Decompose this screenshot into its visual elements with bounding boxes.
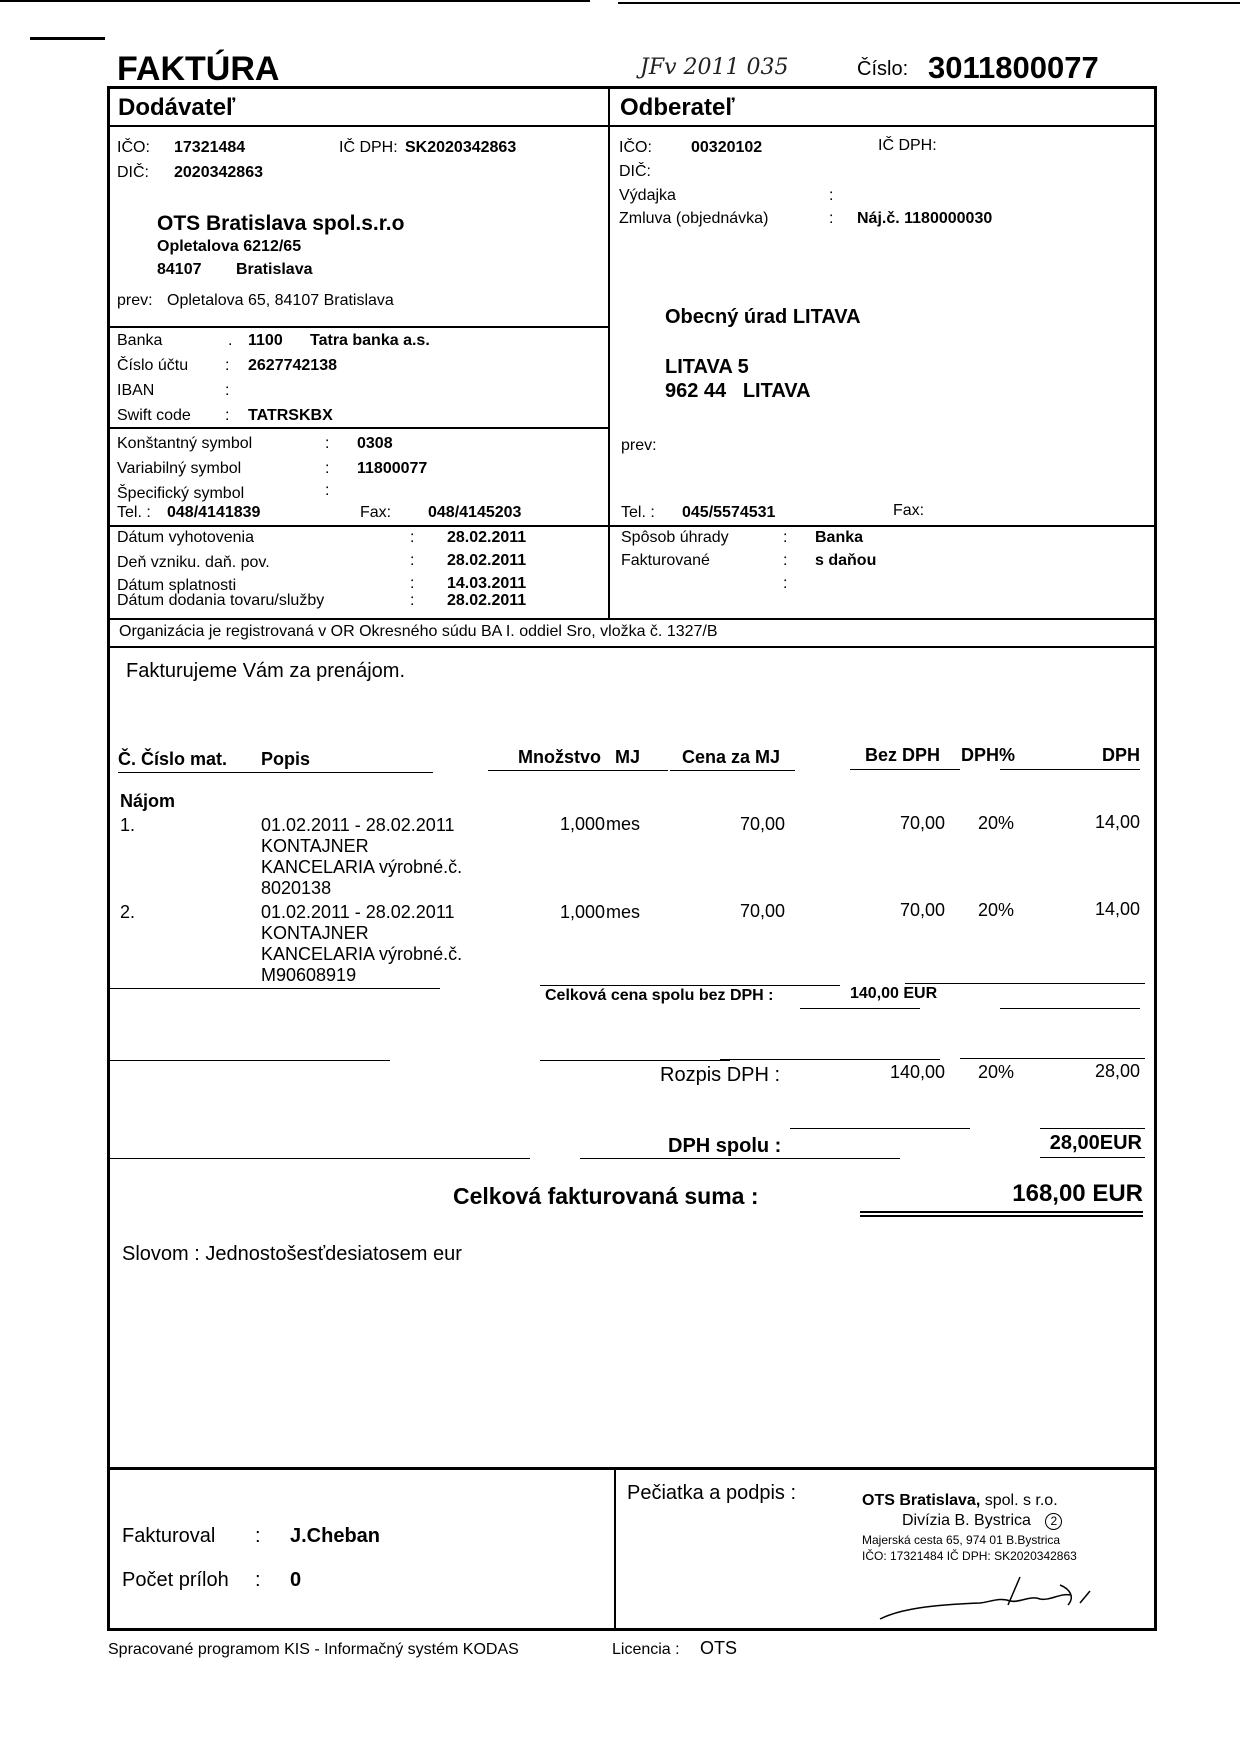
double-rule bbox=[860, 1215, 1143, 1217]
row-net: 70,00 bbox=[899, 813, 945, 833]
row-vat-pct: 20% bbox=[978, 900, 1015, 920]
rule bbox=[1040, 1128, 1145, 1129]
customer-name: Obecný úrad LITAVA bbox=[665, 306, 861, 328]
rule bbox=[1040, 1157, 1145, 1158]
swift-label: Swift code bbox=[117, 407, 191, 424]
divider bbox=[107, 427, 609, 429]
header-underline bbox=[1000, 769, 1140, 770]
attachments-label: Počet príloh bbox=[122, 1569, 229, 1591]
supplier-street: Opletalova 6212/65 bbox=[157, 238, 302, 255]
supplier-prev-address: Opletalova 65, 84107 Bratislava bbox=[167, 292, 394, 309]
supplier-zip: 84107 bbox=[157, 261, 202, 278]
amount-in-words: Slovom : Jednostošesťdesiatosem eur bbox=[122, 1243, 462, 1265]
column-divider bbox=[608, 86, 610, 620]
rule bbox=[110, 1158, 530, 1159]
customer-tel: 045/5574531 bbox=[682, 504, 776, 521]
rule bbox=[110, 988, 440, 989]
col-header-net: Bez DPH bbox=[865, 745, 941, 765]
issued-by: J.Cheban bbox=[290, 1525, 381, 1547]
supplier-fax: 048/4145203 bbox=[428, 504, 522, 521]
account-number: 2627742138 bbox=[248, 357, 337, 374]
stamp-signature-label: Pečiatka a podpis : bbox=[627, 1482, 796, 1504]
grand-total: 168,00 EUR bbox=[1012, 1180, 1143, 1207]
supplier-city: Bratislava bbox=[236, 261, 313, 278]
row-unit: mes bbox=[606, 814, 641, 834]
divider bbox=[107, 125, 1157, 127]
customer-zip-city: 962 44 LITAVA bbox=[665, 380, 811, 402]
scan-mark bbox=[30, 37, 105, 40]
issued-by-label: Fakturoval bbox=[122, 1525, 216, 1547]
header-underline bbox=[488, 770, 668, 771]
rule bbox=[905, 983, 1145, 984]
column-divider bbox=[614, 1467, 616, 1631]
supplier-heading: Dodávateľ bbox=[118, 94, 236, 121]
net-total-label: Celková cena spolu bez DPH : bbox=[545, 987, 774, 1004]
row-vat-pct: 20% bbox=[978, 813, 1015, 833]
tax-date-label: Deň vzniku. daň. pov. bbox=[117, 554, 270, 571]
account-label: Číslo účtu bbox=[117, 357, 189, 374]
row-vat: 14,00 bbox=[1094, 899, 1140, 919]
spec-symbol-label: Špecifický symbol bbox=[117, 485, 245, 502]
license-label: Licencia : bbox=[612, 1641, 680, 1658]
circled-number-badge: 2 bbox=[1045, 1513, 1062, 1530]
vat-breakdown-base: 140,00 bbox=[889, 1062, 945, 1082]
divider bbox=[107, 525, 1157, 527]
due-date-label: Dátum splatnosti bbox=[117, 577, 237, 594]
issued-date: 28.02.2011 bbox=[447, 529, 527, 546]
customer-dic-label: DIČ: bbox=[619, 163, 651, 180]
supplier-tel-label: Tel. : bbox=[117, 504, 151, 521]
header-underline bbox=[850, 769, 960, 770]
row-unit: mes bbox=[606, 902, 641, 922]
invoice-number: 3011800077 bbox=[928, 50, 1099, 85]
intro-text: Fakturujeme Vám za prenájom. bbox=[126, 660, 406, 682]
handwritten-reference: JFv 2011 035 bbox=[640, 55, 789, 80]
document-title: FAKTÚRA bbox=[117, 50, 280, 88]
payment-method: Banka bbox=[815, 529, 864, 546]
rule bbox=[800, 1008, 920, 1009]
customer-fax-label: Fax: bbox=[893, 502, 925, 519]
row-quantity: 1,000 bbox=[560, 814, 606, 834]
col-header-vat-pct: DPH% bbox=[961, 745, 1016, 765]
iban-label: IBAN bbox=[117, 382, 155, 399]
row-description: 01.02.2011 - 28.02.2011 KONTAJNER KANCELARIA výrobné.č. M90608919 bbox=[261, 902, 463, 985]
rule bbox=[790, 1128, 970, 1129]
vydajka-label: Výdajka bbox=[619, 187, 676, 204]
attachments-count: 0 bbox=[290, 1569, 302, 1591]
supplier-tel: 048/4141839 bbox=[167, 504, 261, 521]
vat-breakdown-label: Rozpis DPH : bbox=[660, 1064, 781, 1086]
supplier-name: OTS Bratislava spol.s.r.o bbox=[157, 212, 405, 235]
rule bbox=[960, 1058, 1145, 1059]
const-symbol-label: Konštantný symbol bbox=[117, 435, 253, 452]
customer-tel-label: Tel. : bbox=[621, 504, 655, 521]
row-net: 70,00 bbox=[899, 900, 945, 920]
registration-note: Organizácia je registrovaná v OR Okresného súdu BA I. oddiel Sro, vložka č. 1327/B bbox=[119, 623, 718, 640]
rule bbox=[540, 1060, 730, 1061]
col-header-unit: MJ bbox=[615, 747, 641, 767]
customer-heading: Odberateľ bbox=[620, 94, 735, 121]
contract-label: Zmluva (objednávka) bbox=[619, 210, 769, 227]
scan-edge-line bbox=[618, 2, 1240, 4]
grand-total-label: Celková fakturovaná suma : bbox=[453, 1183, 759, 1209]
col-header-description: Popis bbox=[261, 749, 311, 769]
header-underline bbox=[118, 772, 433, 773]
col-header-vat: DPH bbox=[1102, 745, 1141, 765]
billed-value: s daňou bbox=[815, 552, 877, 569]
rule bbox=[580, 1158, 900, 1159]
company-stamp: OTS Bratislava, spol. s r.o. Divízia B. Bystrica 2 Majerská cesta 65, 974 01 B.Bystrica IČO: 17321484 IČ DPH: SK2020342863 bbox=[862, 1492, 1077, 1563]
customer-ico-label: IČO: bbox=[619, 139, 652, 156]
supplier-ico: 17321484 bbox=[174, 139, 246, 156]
vat-total: 28,00EUR bbox=[1049, 1132, 1142, 1154]
bank-label: Banka bbox=[117, 332, 163, 349]
customer-icdph-label: IČ DPH: bbox=[878, 137, 937, 154]
row-number: 1. bbox=[120, 815, 136, 835]
rule bbox=[110, 1060, 390, 1061]
vat-total-label: DPH spolu : bbox=[668, 1135, 782, 1157]
const-symbol: 0308 bbox=[357, 435, 393, 452]
var-symbol-label: Variabilný symbol bbox=[117, 460, 242, 477]
supplier-fax-label: Fax: bbox=[360, 504, 392, 521]
supplier-icdph-label: IČ DPH: bbox=[339, 139, 398, 156]
divider bbox=[107, 646, 1157, 648]
row-description: 01.02.2011 - 28.02.2011 KONTAJNER KANCELARIA výrobné.č. 8020138 bbox=[261, 815, 463, 898]
vat-breakdown-amount: 28,00 bbox=[1094, 1061, 1140, 1081]
issued-date-label: Dátum vyhotovenia bbox=[117, 529, 254, 546]
row-unit-price: 70,00 bbox=[739, 901, 785, 921]
row-vat: 14,00 bbox=[1094, 812, 1140, 832]
row-quantity: 1,000 bbox=[560, 902, 606, 922]
row-unit-price: 70,00 bbox=[739, 814, 785, 834]
license-value: OTS bbox=[700, 1638, 738, 1658]
due-date: 14.03.2011 bbox=[447, 575, 527, 592]
rule bbox=[1000, 1008, 1140, 1009]
supplier-prev-label: prev: bbox=[117, 292, 153, 309]
item-group-label: Nájom bbox=[120, 791, 176, 811]
divider bbox=[107, 1467, 1157, 1470]
supplier-dic: 2020342863 bbox=[174, 164, 263, 181]
col-header-unit-price: Cena za MJ bbox=[682, 747, 781, 767]
tax-date: 28.02.2011 bbox=[447, 552, 527, 569]
delivery-date: 28.02.2011 bbox=[447, 592, 527, 609]
divider bbox=[107, 326, 609, 328]
customer-prev-label: prev: bbox=[621, 437, 657, 454]
invoice-number-label: Číslo: bbox=[857, 58, 909, 80]
scan-edge-line bbox=[0, 0, 590, 2]
rule bbox=[540, 985, 840, 986]
row-number: 2. bbox=[120, 902, 136, 922]
col-header-number: Č. Číslo mat. bbox=[118, 749, 228, 769]
signature-scribble-icon bbox=[870, 1575, 1100, 1625]
delivery-date-label: Dátum dodania tovaru/služby bbox=[117, 592, 325, 609]
billed-label: Fakturované bbox=[621, 552, 710, 569]
supplier-ico-label: IČO: bbox=[117, 139, 150, 156]
payment-method-label: Spôsob úhrady bbox=[621, 529, 729, 546]
bank-name: Tatra banka a.s. bbox=[310, 332, 430, 349]
vat-breakdown-pct: 20% bbox=[978, 1062, 1015, 1082]
var-symbol: 11800077 bbox=[357, 460, 428, 477]
col-header-quantity: Množstvo bbox=[518, 747, 601, 767]
supplier-icdph: SK2020342863 bbox=[405, 139, 517, 156]
customer-street: LITAVA 5 bbox=[665, 356, 749, 378]
supplier-dic-label: DIČ: bbox=[117, 164, 149, 181]
software-note: Spracované programom KIS - Informačný systém KODAS bbox=[108, 1641, 519, 1658]
rule bbox=[720, 1059, 940, 1060]
header-underline bbox=[670, 770, 795, 771]
customer-ico: 00320102 bbox=[691, 139, 763, 156]
divider bbox=[107, 618, 1157, 620]
bank-code: 1100 bbox=[248, 332, 283, 349]
net-total: 140,00 EUR bbox=[850, 985, 938, 1002]
contract-number: Náj.č. 1180000030 bbox=[857, 210, 993, 227]
double-rule bbox=[860, 1211, 1143, 1213]
swift-code: TATRSKBX bbox=[248, 407, 333, 424]
